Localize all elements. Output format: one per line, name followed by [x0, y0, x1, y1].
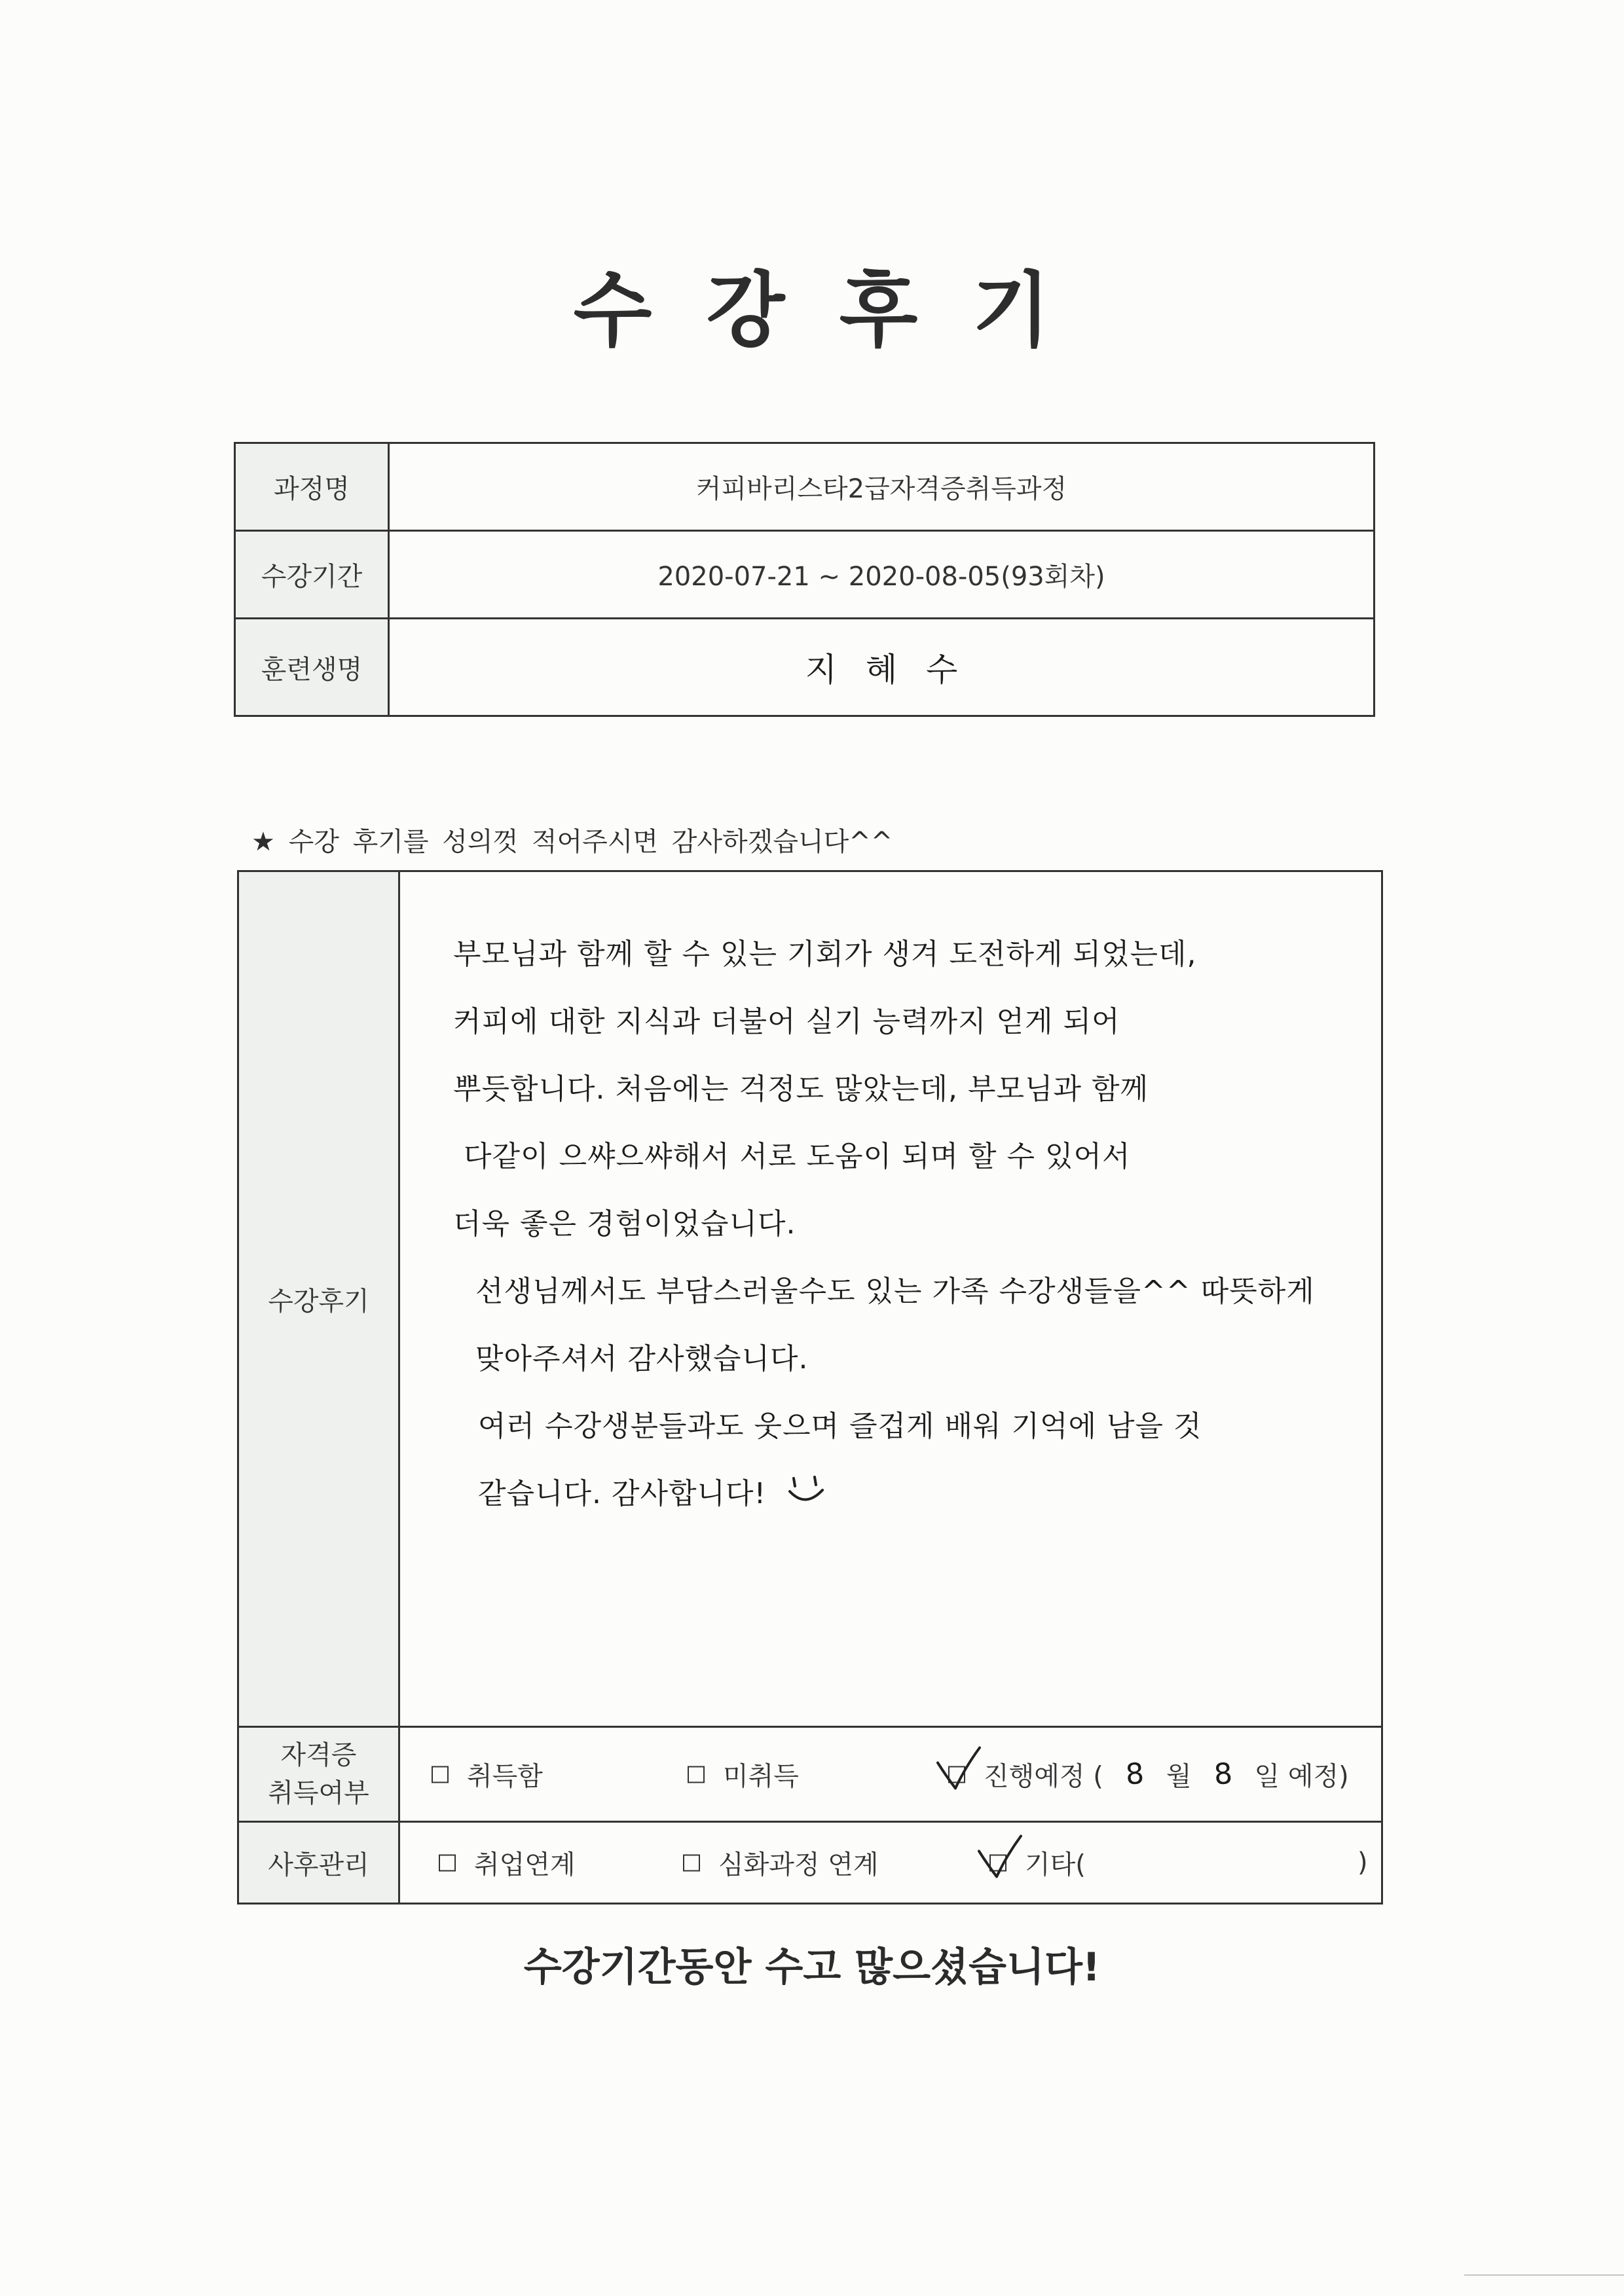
review-line: 선생님께서도 부담스러울수도 있는 가족 수강생들을^^ 따뜻하게 — [475, 1275, 1315, 1308]
option-other-close-paren: ) — [1357, 1848, 1368, 1878]
day-suffix-label: 일 예정) — [1254, 1761, 1349, 1792]
course-name-label: 과정명 — [236, 444, 390, 532]
course-info-table — [234, 442, 1375, 717]
review-line: 커피에 대한 지식과 더불어 실기 능력까지 얻게 되어 — [453, 1005, 1120, 1038]
checkbox-icon[interactable] — [683, 1854, 700, 1871]
review-line: 부모님과 함께 할 수 있는 기회가 생겨 도전하게 되었는데, — [453, 938, 1197, 971]
option-acquired-label: 취득함 — [467, 1761, 543, 1792]
certification-options — [400, 1728, 1381, 1823]
option-advanced-course-label: 심화과정 연계 — [718, 1850, 879, 1880]
review-table — [237, 870, 1383, 1904]
scan-edge-line — [1464, 2274, 1624, 2276]
trainee-name-value: 지 혜 수 — [805, 651, 958, 689]
review-label: 수강후기 — [239, 872, 400, 1728]
trainee-name-label: 훈련생명 — [236, 619, 390, 715]
option-employment-link-label: 취업연계 — [474, 1850, 576, 1880]
review-line — [453, 1460, 1381, 1527]
checkbox-icon[interactable] — [989, 1854, 1006, 1871]
month-unit-label: 월 — [1166, 1761, 1192, 1792]
review-line-text: 같습니다. 감사합니다! — [478, 1477, 767, 1510]
certification-label-line2: 취득여부 — [268, 1778, 369, 1808]
handwritten-checkmark-icon — [975, 1829, 1027, 1882]
review-line: 더욱 좋은 경험이었습니다. — [453, 1207, 796, 1241]
certification-label — [239, 1728, 400, 1823]
review-request-note: ★ 수강 후기를 성의껏 적어주시면 감사하겠습니다^^ — [251, 827, 893, 857]
checkbox-icon[interactable] — [432, 1766, 449, 1783]
checkbox-icon[interactable] — [439, 1854, 456, 1871]
course-name-value: 커피바리스타2급자격증취득과정 — [390, 444, 1373, 532]
option-in-progress-label: 진행예정 ( — [984, 1761, 1103, 1792]
expected-month-value: 8 — [1124, 1757, 1145, 1792]
review-line: 다같이 으쌰으쌰해서 서로 도움이 되며 할 수 있어서 — [464, 1140, 1131, 1173]
option-other-label: 기타( — [1025, 1850, 1086, 1880]
review-text-area — [400, 872, 1381, 1728]
smiley-doodle-icon — [786, 1474, 825, 1507]
option-acquired[interactable] — [432, 1756, 543, 1793]
option-not-acquired[interactable] — [688, 1756, 799, 1793]
certification-label-line1: 자격증 — [280, 1740, 357, 1770]
review-line: 맞아주셔서 감사했습니다. — [475, 1342, 809, 1376]
aftercare-label: 사후관리 — [239, 1823, 400, 1903]
course-period-label: 수강기간 — [236, 532, 390, 619]
option-employment-link[interactable] — [439, 1844, 576, 1882]
checkbox-icon[interactable] — [688, 1766, 705, 1783]
option-in-progress[interactable] — [948, 1756, 1349, 1793]
expected-day-value: 8 — [1212, 1757, 1234, 1792]
option-other[interactable] — [989, 1844, 1086, 1882]
option-not-acquired-label: 미취득 — [723, 1761, 799, 1792]
aftercare-options — [400, 1823, 1381, 1903]
course-period-value: 2020-07-21 ~ 2020-08-05(93회차) — [390, 532, 1373, 619]
option-advanced-course[interactable] — [683, 1844, 879, 1882]
review-line: 뿌듯합니다. 처음에는 걱정도 많았는데, 부모님과 함께 — [453, 1072, 1149, 1106]
checkbox-icon[interactable] — [948, 1766, 965, 1783]
form-title: 수 강 후 기 — [573, 264, 1051, 358]
closing-message: 수강기간동안 수고 많으셨습니다! — [523, 1944, 1101, 1990]
handwritten-checkmark-icon — [934, 1741, 986, 1793]
review-line: 여러 수강생분들과도 웃으며 즐겁게 배워 기억에 남을 것 — [478, 1410, 1202, 1443]
